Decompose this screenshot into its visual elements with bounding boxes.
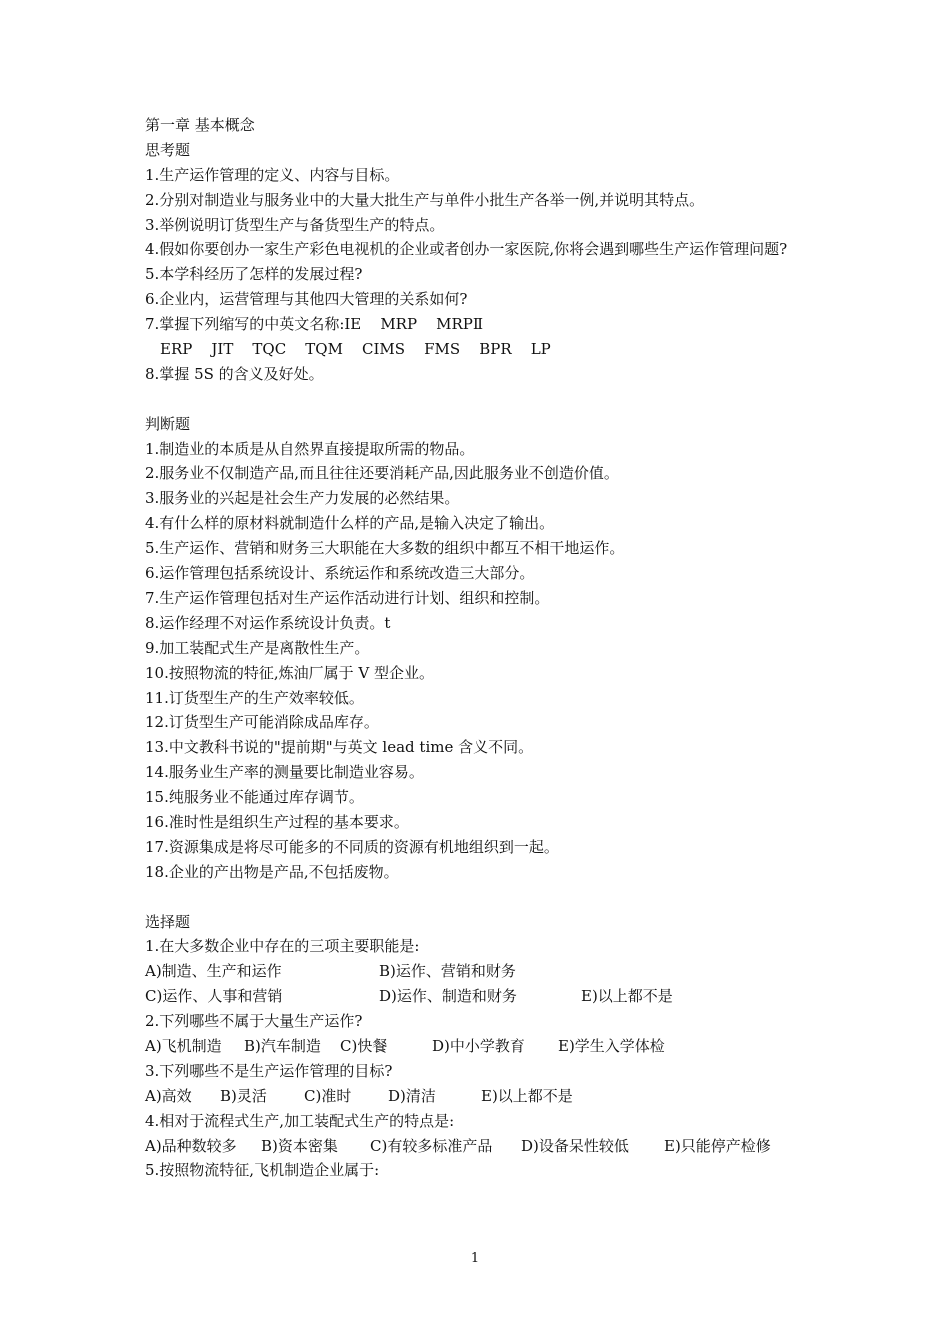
thinking-question: 2.分别对制造业与服务业中的大量大批生产与单件小批生产各举一例,并说明其特点。 — [145, 190, 705, 209]
option-a: A)高效 — [145, 1086, 192, 1105]
judgment-item: 6.运作管理包括系统设计、系统运作和系统改造三大部分。 — [145, 564, 535, 583]
thinking-question: 7.掌握下列缩写的中英文名称:IE MRP MRPⅡ — [145, 315, 484, 334]
judgment-item: 3.服务业的兴起是社会生产力发展的必然结果。 — [145, 489, 460, 508]
judgment-heading: 判断题 — [145, 414, 191, 433]
thinking-question: 3.举例说明订货型生产与备货型生产的特点。 — [145, 215, 445, 234]
judgment-item: 8.运作经理不对运作系统设计负责。t — [145, 613, 391, 632]
judgment-item: 12.订货型生产可能消除成品库存。 — [145, 713, 379, 732]
judgment-item: 17.资源集成是将尽可能多的不同质的资源有机地组织到一起。 — [145, 837, 559, 856]
document-body — [145, 113, 825, 1183]
choice-question: 1.在大多数企业中存在的三项主要职能是: — [145, 937, 420, 956]
option-d: D)中小学教育 — [432, 1036, 525, 1055]
choice-question: 5.按照物流特征,飞机制造企业属于: — [145, 1161, 380, 1180]
choice-heading: 选择题 — [145, 912, 191, 931]
judgment-item: 18.企业的产出物是产品,不包括废物。 — [145, 862, 399, 881]
choice-options — [145, 1034, 825, 1059]
choice-question: 3.下列哪些不是生产运作管理的目标? — [145, 1061, 393, 1080]
option-e: E)学生入学体检 — [558, 1036, 665, 1055]
page-number: 1 — [470, 1251, 480, 1266]
option-b: B)资本密集 — [261, 1136, 338, 1155]
option-b: B)运作、营销和财务 — [379, 962, 516, 981]
option-d: D)清洁 — [388, 1086, 436, 1105]
option-a: A)制造、生产和运作 — [145, 962, 282, 981]
judgment-item: 5.生产运作、营销和财务三大职能在大多数的组织中都互不相干地运作。 — [145, 539, 625, 558]
judgment-item: 7.生产运作管理包括对生产运作活动进行计划、组织和控制。 — [145, 588, 550, 607]
option-d: D)运作、制造和财务 — [379, 987, 517, 1006]
option-a: A)品种数较多 — [145, 1136, 237, 1155]
judgment-item: 14.服务业生产率的测量要比制造业容易。 — [145, 763, 424, 782]
option-b: B)灵活 — [220, 1086, 267, 1105]
judgment-item: 11.订货型生产的生产效率较低。 — [145, 688, 364, 707]
judgment-item: 4.有什么样的原材料就制造什么样的产品,是输入决定了输出。 — [145, 514, 555, 533]
thinking-heading: 思考题 — [145, 140, 191, 159]
option-d: D)设备呆性较低 — [521, 1136, 629, 1155]
abbreviation-list: ERP JIT TQC TQM CIMS FMS BPR LP — [160, 340, 551, 359]
option-e: E)以上都不是 — [481, 1086, 573, 1105]
judgment-item: 9.加工装配式生产是离散性生产。 — [145, 638, 370, 657]
choice-options — [145, 1084, 825, 1109]
judgment-item: 10.按照物流的特征,炼油厂属于 V 型企业。 — [145, 663, 434, 682]
thinking-question: 8.掌握 5S 的含义及好处。 — [145, 364, 324, 383]
option-e: E)只能停产检修 — [664, 1136, 771, 1155]
choice-options — [145, 1134, 825, 1159]
judgment-item: 1.制造业的本质是从自然界直接提取所需的物品。 — [145, 439, 475, 458]
option-a: A)飞机制造 — [145, 1036, 222, 1055]
option-c: C)准时 — [304, 1086, 352, 1105]
spacer — [145, 387, 825, 412]
spacer — [145, 885, 825, 910]
thinking-question: 6.企业内，运营管理与其他四大管理的关系如何? — [145, 290, 468, 309]
option-b: B)汽车制造 — [244, 1036, 321, 1055]
thinking-question: 5.本学科经历了怎样的发展过程? — [145, 265, 363, 284]
thinking-question: 1.生产运作管理的定义、内容与目标。 — [145, 165, 400, 184]
judgment-item: 16.准时性是组织生产过程的基本要求。 — [145, 812, 409, 831]
judgment-item: 15.纯服务业不能通过库存调节。 — [145, 788, 364, 807]
option-c: C)有较多标准产品 — [370, 1136, 493, 1155]
option-c: C)快餐 — [340, 1036, 388, 1055]
choice-options — [145, 959, 825, 984]
judgment-item: 13.中文教科书说的"提前期"与英文 lead time 含义不同。 — [145, 738, 534, 757]
option-c: C)运作、人事和营销 — [145, 987, 283, 1006]
thinking-question: 4.假如你要创办一家生产彩色电视机的企业或者创办一家医院,你将会遇到哪些生产运作管理问题? — [145, 240, 788, 259]
judgment-item: 2.服务业不仅制造产品,而且往往还要消耗产品,因此服务业不创造价值。 — [145, 464, 619, 483]
choice-options — [145, 984, 825, 1009]
chapter-title: 第一章 基本概念 — [145, 116, 255, 134]
choice-question: 2.下列哪些不属于大量生产运作? — [145, 1012, 363, 1031]
choice-question: 4.相对于流程式生产,加工装配式生产的特点是: — [145, 1111, 455, 1130]
option-e: E)以上都不是 — [581, 987, 673, 1006]
